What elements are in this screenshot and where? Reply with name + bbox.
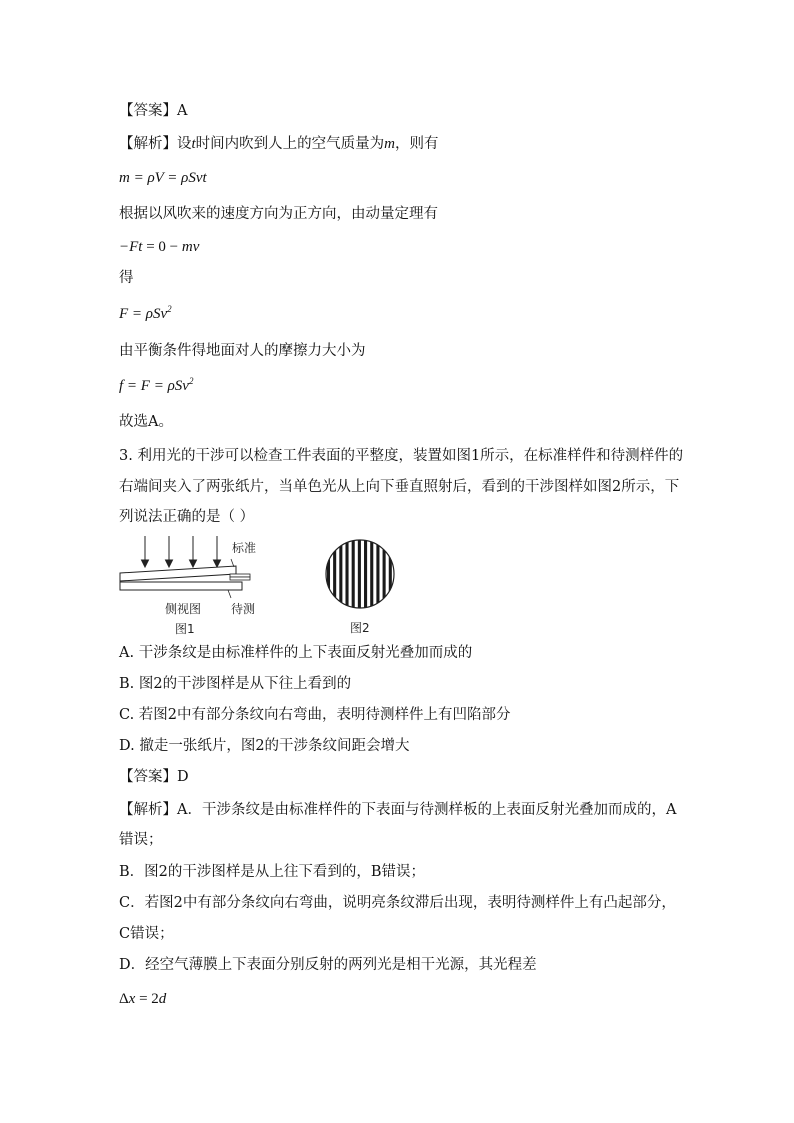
eq1-rhs: = ρV = ρSvt — [129, 170, 207, 186]
figure-2 — [322, 536, 398, 640]
dark-fringe — [389, 538, 392, 610]
var-m: m — [384, 136, 396, 152]
caption-figure-2: 图2 — [350, 621, 370, 635]
equation-momentum — [119, 237, 199, 257]
arrows-group — [142, 536, 221, 567]
momentum-theorem-text: 根据以风吹来的速度方向为正方向，由动量定理有 — [119, 206, 438, 222]
caption-figure-1: 图1 — [175, 622, 195, 636]
answer-label-q3: 【答案】D — [119, 769, 189, 785]
equation-mass — [119, 168, 207, 188]
dark-fringe — [364, 538, 367, 610]
dark-fringe — [327, 538, 330, 610]
var-t: t — [191, 136, 196, 152]
eq1-lhs: m — [119, 170, 130, 186]
analysis-a-line2: 错误； — [119, 832, 163, 848]
dark-fringe — [352, 538, 355, 610]
eq4-body: f = F = ρSv — [119, 378, 189, 394]
dark-fringe — [376, 538, 379, 610]
analysis-a-line1: 【解析】A．干涉条纹是由标准样件的下表面与待测样板的上表面反射光叠加而成的，A — [119, 802, 677, 818]
conclusion-q2: 故选A。 — [119, 414, 173, 430]
eq5-mid: = 2 — [135, 991, 159, 1007]
de-text: 得 — [119, 270, 134, 286]
eq5-delta: Δ — [119, 991, 129, 1007]
eq2-mid: = 0 − — [142, 239, 182, 255]
option-b: B. 图2的干涉图样是从下往上看到的 — [119, 676, 352, 692]
eq2-lhs: −Ft — [119, 239, 143, 255]
dark-fringe — [370, 538, 373, 610]
paper-shims — [230, 574, 250, 580]
q3-stem-line1: 3. 利用光的干涉可以检查工件表面的平整度，装置如图1所示，在标准样件和待测样件的 — [119, 448, 684, 464]
leader-line-test — [228, 590, 231, 598]
answer-label-q2: 【答案】A — [119, 103, 188, 119]
analysis-c-line2: C错误； — [119, 926, 174, 942]
dark-fringe — [339, 538, 342, 610]
label-side-view: 侧视图 — [165, 602, 202, 616]
test-sample-plate — [120, 582, 242, 590]
dark-fringe — [345, 538, 348, 610]
option-d: D. 撤走一张纸片，图2的干涉条纹间距会增大 — [119, 738, 410, 754]
figure-1 — [116, 530, 276, 642]
standard-sample-plate — [120, 566, 236, 581]
q3-stem-line3: 列说法正确的是（ ） — [119, 509, 255, 525]
analysis-intro: 【解析】设 — [119, 136, 192, 152]
analysis-b: B．图2的干涉图样是从上往下看到的，B错误； — [119, 864, 426, 880]
analysis-mid: 时间内吹到人上的空气质量为 — [195, 136, 385, 152]
option-c: C. 若图2中有部分条纹向右弯曲，表明待测样件上有凹陷部分 — [119, 707, 511, 723]
analysis-c-line1: C．若图2中有部分条纹向右弯曲，说明亮条纹滞后出现，表明待测样件上有凸起部分， — [119, 895, 676, 911]
eq3-body: F = ρSv — [119, 306, 168, 322]
equation-friction — [119, 376, 193, 396]
analysis-d: D．经空气薄膜上下表面分别反射的两列光是相干光源，其光程差 — [119, 957, 537, 973]
label-standard: 标准 — [232, 541, 257, 555]
equation-path-difference — [119, 989, 166, 1009]
eq2-rhs: mv — [181, 239, 200, 255]
dark-fringe — [358, 538, 361, 610]
analysis-end: ，则有 — [395, 136, 439, 152]
equation-force — [119, 304, 172, 324]
label-test: 待测 — [231, 602, 256, 616]
option-a: A. 干涉条纹是由标准样件的上下表面反射光叠加而成的 — [119, 645, 473, 661]
eq5-x: x — [128, 991, 136, 1007]
balance-text: 由平衡条件得地面对人的摩擦力大小为 — [119, 343, 366, 359]
eq3-exponent: 2 — [167, 304, 172, 314]
analysis-line-q2 — [119, 134, 439, 154]
q3-stem-line2: 右端间夹入了两张纸片，当单色光从上向下垂直照射后，看到的干涉图样如图2所示，下 — [119, 479, 680, 495]
eq5-d: d — [158, 991, 167, 1007]
dark-fringe — [333, 538, 336, 610]
eq4-exponent: 2 — [188, 376, 194, 386]
